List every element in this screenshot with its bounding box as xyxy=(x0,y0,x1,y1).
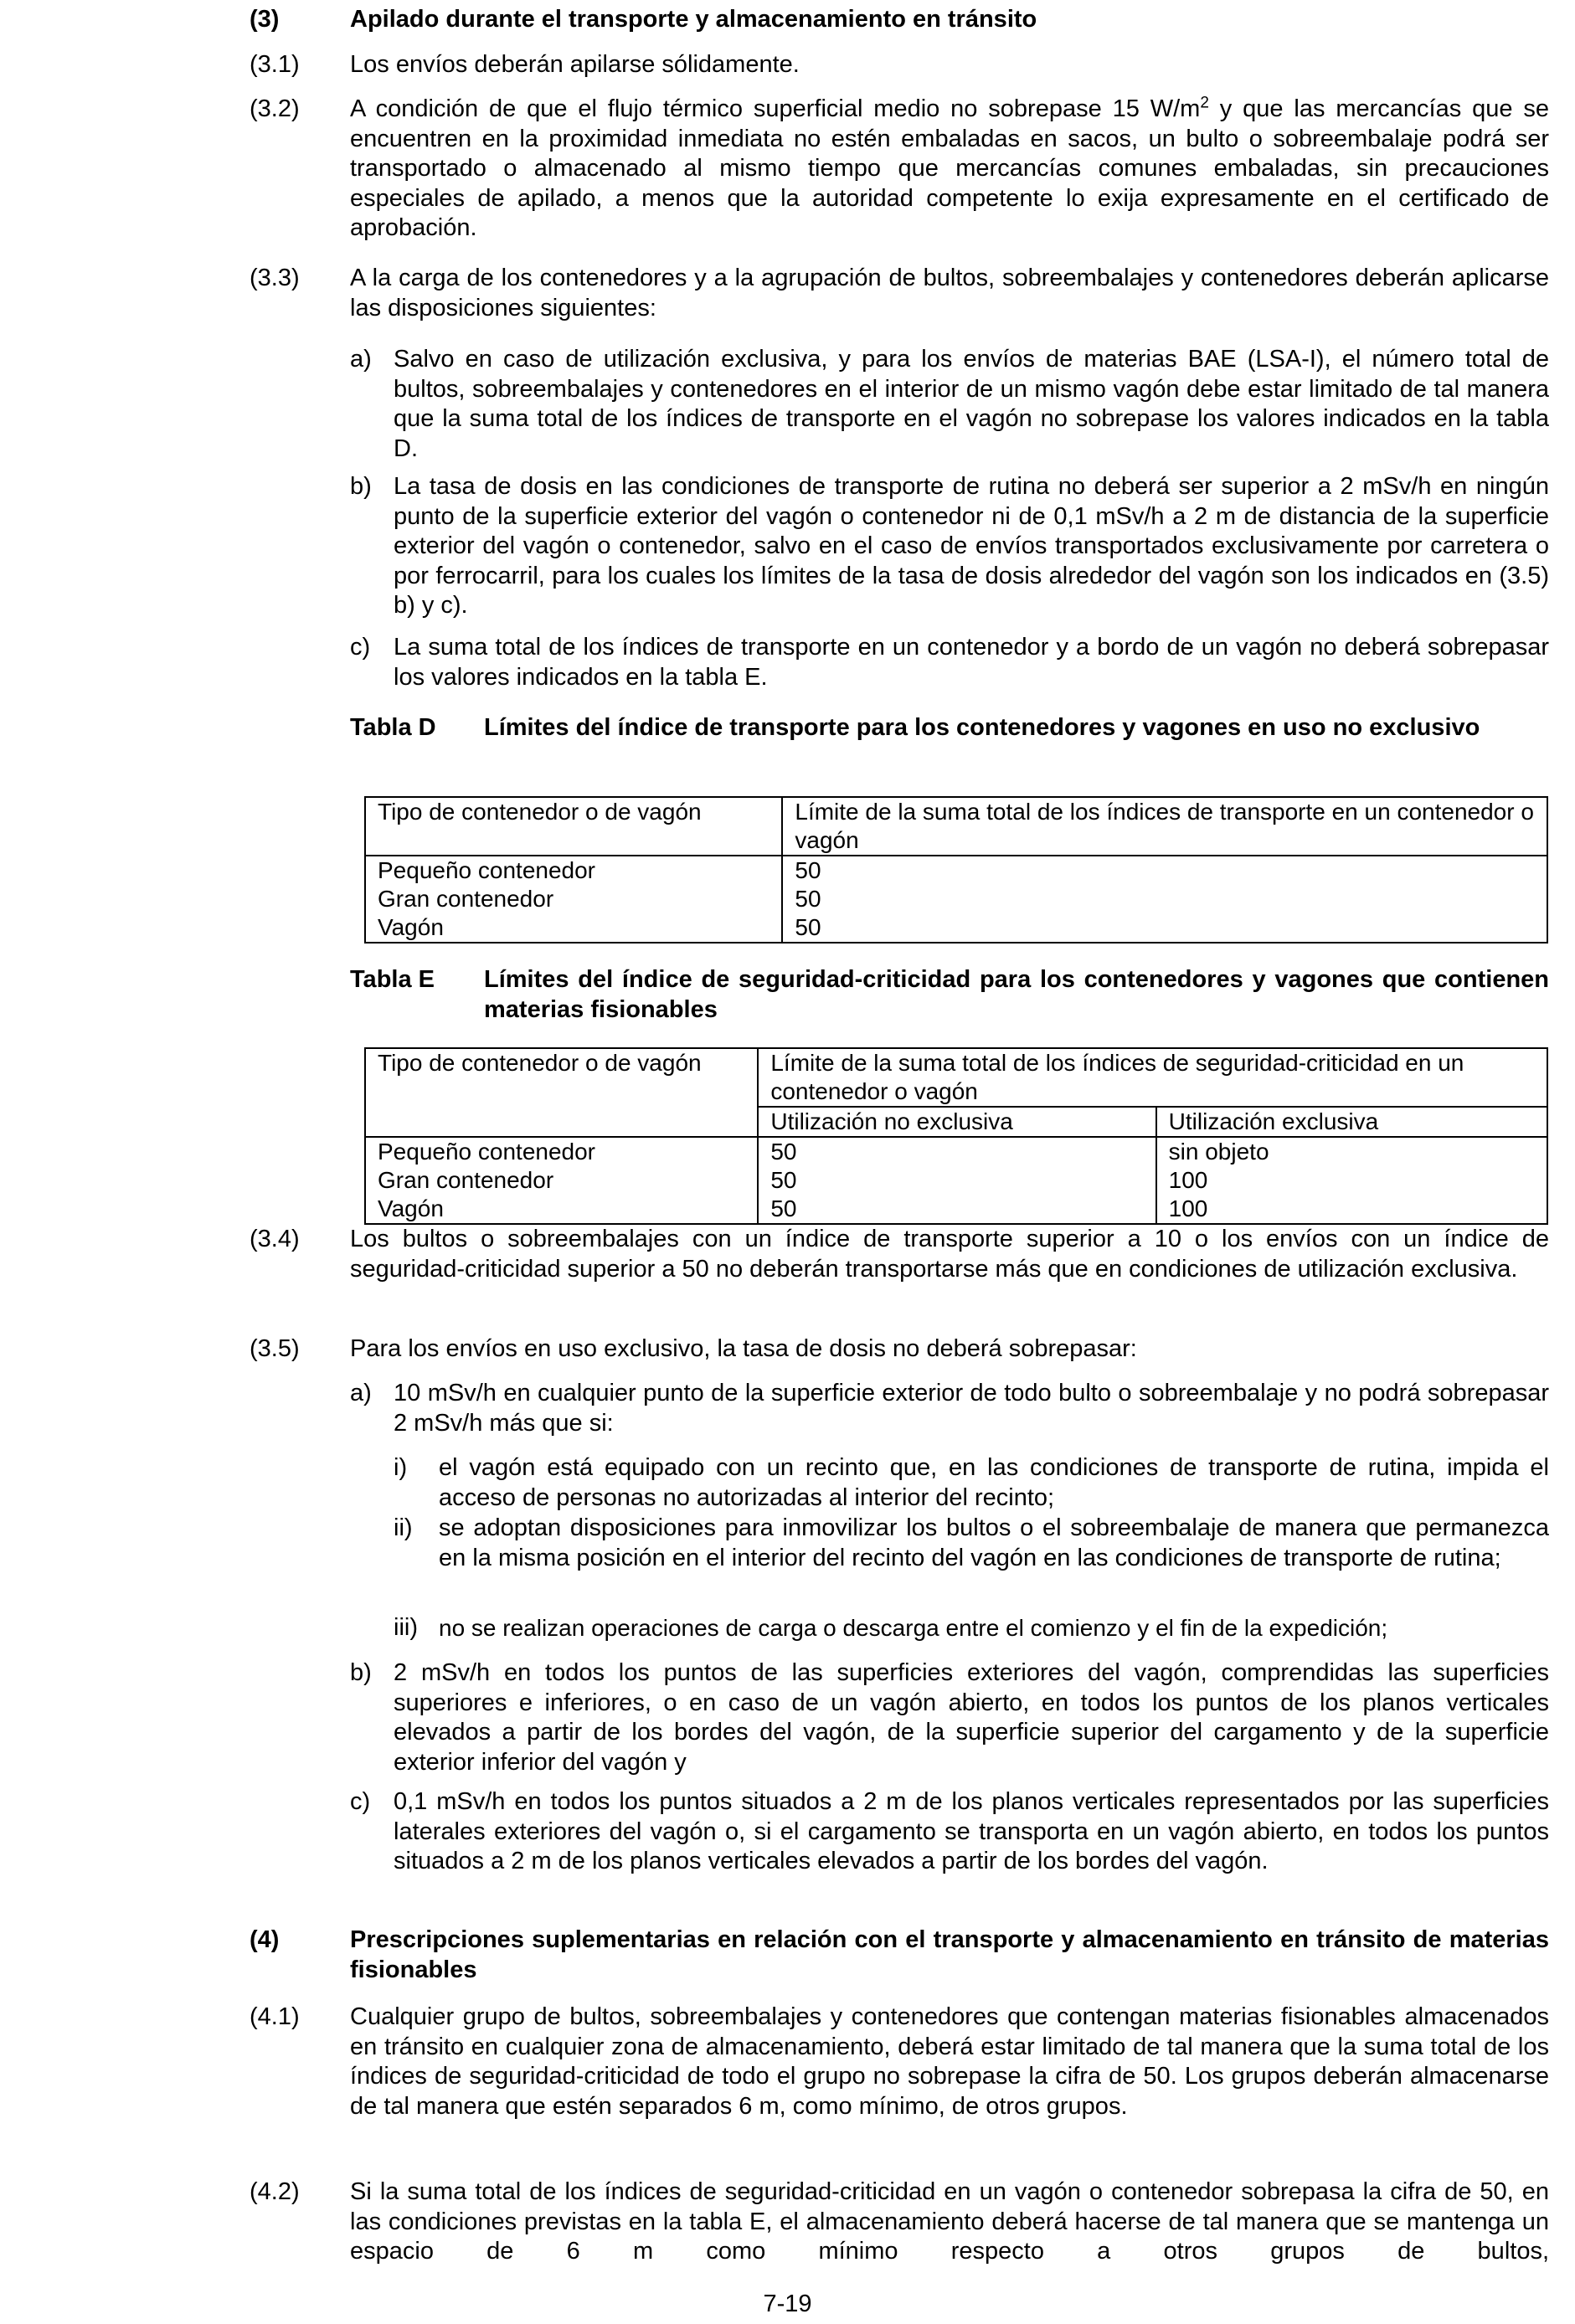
paragraph-text: Los envíos deberán apilarse sólidamente. xyxy=(350,51,800,78)
subheader-cell: Utilización no exclusiva xyxy=(758,1107,1156,1137)
table-cell: sin objeto xyxy=(1156,1137,1547,1166)
table-cell: Vagón xyxy=(365,1195,758,1224)
table-row xyxy=(365,856,1547,885)
subitem-text: no se realizan operaciones de carga o descarga entre el comienzo y el fin de la expedición; xyxy=(439,1615,1388,1641)
table-row xyxy=(365,913,1547,943)
paragraph-number: (4.2) xyxy=(250,2178,300,2205)
subitem-text: el vagón está equipado con un recinto que, en las condiciones de transporte de rutina, impida el acceso de personas no autorizadas al interior del recinto; xyxy=(439,1454,1549,1511)
table-label: Tabla E xyxy=(350,966,435,993)
table-cell: 50 xyxy=(782,856,1547,885)
table-d xyxy=(364,796,1548,943)
item-text: La tasa de dosis en las condiciones de transporte de rutina no deberá ser superior a 2 mSv/h en ningún punto de la superficie exterior del vagón o contenedor ni de 0,1 mSv/h a 2 m de distancia de la superficie exterior del vagón o contenedor, salvo en el caso de envíos transportados exclusivamente por carretera o por ferrocarril, para los cuales los límites de la tasa de dosis alrededor del vagón son los indicados en (3.5) b) y c). xyxy=(394,473,1549,619)
table-cell: 50 xyxy=(782,913,1547,943)
item-text: 10 mSv/h en cualquier punto de la superficie exterior de todo bulto o sobreembalaje y no podrá sobrepasar 2 mSv/h más que si: xyxy=(394,1380,1549,1437)
table-cell: 50 xyxy=(782,885,1547,913)
paragraph-text: Cualquier grupo de bultos, sobreembalajes y contenedores que contengan materias fisionables almacenados en tránsito en cualquier zona de almacenamiento, deberá estar limitado de tal manera que la suma total de los índices de seguridad-criticidad de todo el grupo no sobrepase la cifra de 50. Los grupos deberán almacenarse de tal manera que estén separados 6 m, como mínimo, de otros grupos. xyxy=(350,2003,1549,2120)
subitem-text: se adoptan disposiciones para inmovilizar los bultos o el sobreembalaje de manera que permanezca en la misma posición en el interior del recinto del vagón en las condiciones de transporte de rutina; xyxy=(439,1514,1549,1571)
table-cell: Gran contenedor xyxy=(365,1166,758,1195)
subitem-label: i) xyxy=(394,1454,408,1481)
page-number: 7-19 xyxy=(763,2291,812,2317)
table-row xyxy=(365,885,1547,913)
table-cell: 100 xyxy=(1156,1166,1547,1195)
table-cell: Vagón xyxy=(365,913,782,943)
table-header-row xyxy=(365,797,1547,856)
paragraph-number: (3.5) xyxy=(250,1335,300,1362)
paragraph-text xyxy=(350,95,1549,244)
text-part: A condición de que el flujo térmico superficial medio no sobrepase 15 W/m xyxy=(350,95,1201,122)
subheader-cell: Utilización exclusiva xyxy=(1156,1107,1547,1137)
header-cell: Tipo de contenedor o de vagón xyxy=(365,1048,758,1137)
item-label: a) xyxy=(350,1380,372,1406)
table-header-row xyxy=(365,1048,1547,1107)
table-cell: Pequeño contenedor xyxy=(365,856,782,885)
table-cell: 50 xyxy=(758,1195,1156,1224)
superscript: 2 xyxy=(1200,94,1209,112)
table-row xyxy=(365,1166,1547,1195)
subitem-label: iii) xyxy=(394,1614,418,1641)
paragraph-text: A la carga de los contenedores y a la agrupación de bultos, sobreembalajes y contenedores deberán aplicarse las disposiciones siguientes: xyxy=(350,265,1549,321)
item-label: b) xyxy=(350,1659,372,1686)
header-cell: Límite de la suma total de los índices de transporte en un contenedor o vagón xyxy=(782,797,1547,856)
section-number: (3) xyxy=(250,6,280,33)
paragraph-number: (3.1) xyxy=(250,51,300,78)
paragraph-number: (3.3) xyxy=(250,265,300,291)
section-number: (4) xyxy=(250,1926,280,1953)
table-cell: 50 xyxy=(758,1137,1156,1166)
section-title: Prescripciones suplementarias en relación con el transporte y almacenamiento en tránsito de materias fisionables xyxy=(350,1926,1549,1983)
text-part: y que las mercancías que se encuentren en la proximidad inmediata no estén embaladas en sacos, un bulto o sobreembalaje podrá ser transportado o almacenado al mismo tiempo que mercancías comunes embaladas, sin precauciones especiales de apilado, a menos que la autoridad competente lo exija expresamente en el certificado de aprobación. xyxy=(350,95,1549,241)
header-cell: Tipo de contenedor o de vagón xyxy=(365,797,782,856)
item-text: La suma total de los índices de transporte en un contenedor y a bordo de un vagón no deberá sobrepasar los valores indicados en la tabla E. xyxy=(394,634,1549,691)
table-row xyxy=(365,1195,1547,1224)
table-label: Tabla D xyxy=(350,714,436,741)
table-cell: 50 xyxy=(758,1166,1156,1195)
table-cell: Gran contenedor xyxy=(365,885,782,913)
item-text: 2 mSv/h en todos los puntos de las superficies exteriores del vagón, comprendidas las superficies superiores e inferiores, o en caso de un vagón abierto, en todos los puntos de los planos verticales elevados a partir de los bordes del vagón, de la superficie superior del cargamento y de la superficie exterior inferior del vagón y xyxy=(394,1659,1549,1776)
table-caption: Límites del índice de seguridad-criticidad para los contenedores y vagones que contienen materias fisionables xyxy=(484,966,1549,1023)
paragraph-text: Para los envíos en uso exclusivo, la tasa de dosis no deberá sobrepasar: xyxy=(350,1335,1137,1362)
table-e xyxy=(364,1047,1548,1225)
header-cell: Límite de la suma total de los índices de seguridad-criticidad en un contenedor o vagón xyxy=(758,1048,1547,1107)
table-row xyxy=(365,1137,1547,1166)
paragraph-text: Si la suma total de los índices de seguridad-criticidad en un vagón o contenedor sobrepasa la cifra de 50, en las condiciones previstas en la tabla E, el almacenamiento deberá hacerse de tal manera que se mantenga un espacio de 6 m como mínimo respecto a otros grupos de bultos, xyxy=(350,2178,1549,2265)
table-cell: 100 xyxy=(1156,1195,1547,1224)
item-text: Salvo en caso de utilización exclusiva, y para los envíos de materias BAE (LSA-I), el número total de bultos, sobreembalajes y contenedores en el interior de un mismo vagón debe estar limitado de tal manera que la suma total de los índices de transporte en el vagón no sobrepase los valores indicados en la tabla D. xyxy=(394,346,1549,462)
paragraph-number: (3.2) xyxy=(250,95,300,122)
item-text: 0,1 mSv/h en todos los puntos situados a 2 m de los planos verticales representados por las superficies laterales exteriores del vagón o, si el cargamento se transporta en un vagón abierto, en todos los puntos situados a 2 m de los planos verticales elevados a partir de los bordes del vagón. xyxy=(394,1788,1549,1874)
paragraph-text: Los bultos o sobreembalajes con un índice de transporte superior a 10 o los envíos con un índice de seguridad-criticidad superior a 50 no deberán transportarse más que en condiciones de utilización exclusiva. xyxy=(350,1226,1549,1283)
table-cell: Pequeño contenedor xyxy=(365,1137,758,1166)
item-label: c) xyxy=(350,1788,371,1815)
item-label: b) xyxy=(350,473,372,500)
item-label: a) xyxy=(350,346,372,373)
section-title: Apilado durante el transporte y almacenamiento en tránsito xyxy=(350,6,1037,33)
paragraph-number: (4.1) xyxy=(250,2003,300,2030)
subitem-label: ii) xyxy=(394,1514,413,1541)
paragraph-number: (3.4) xyxy=(250,1226,300,1252)
table-caption: Límites del índice de transporte para los contenedores y vagones en uso no exclusivo xyxy=(484,714,1480,741)
item-label: c) xyxy=(350,634,371,661)
